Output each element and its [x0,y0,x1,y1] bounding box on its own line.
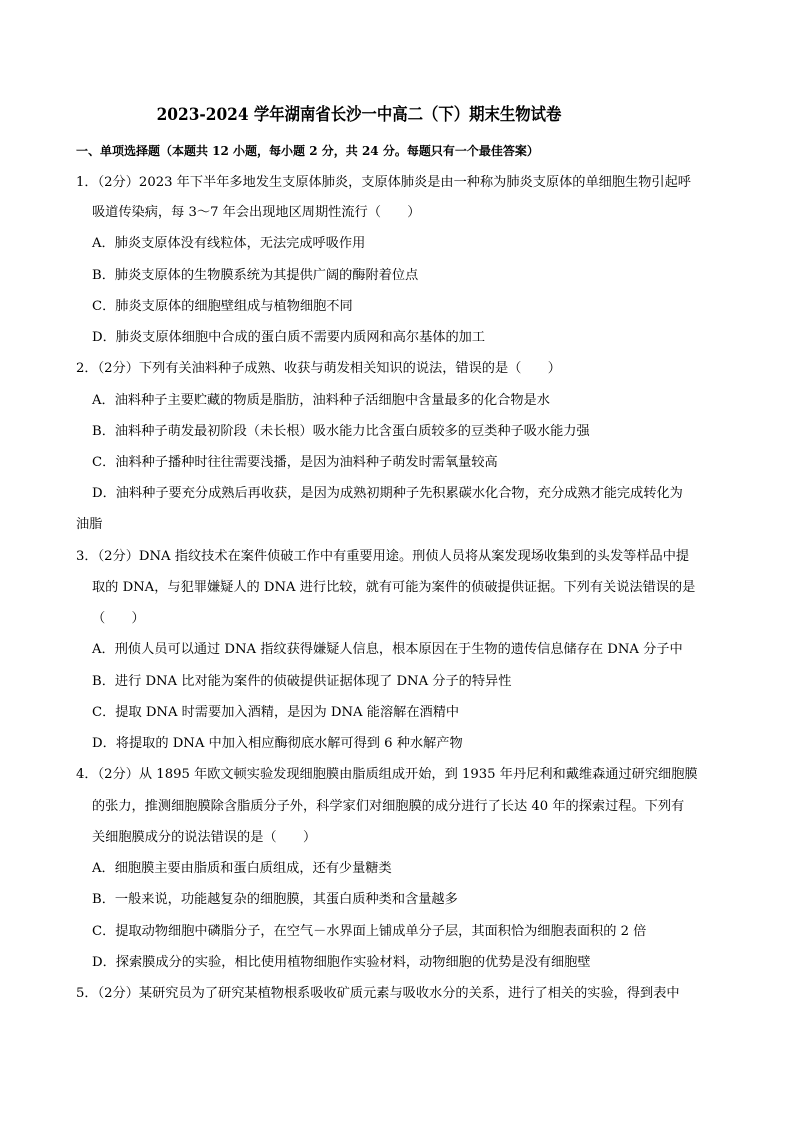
question-3-line-1: 3．（2分）DNA 指纹技术在案件侦破工作中有重要用途。刑侦人员将从案发现场收集到的头发等样品中提 [76,549,690,564]
question-3-option-b: B．进行 DNA 比对能为案件的侦破提供证据体现了 DNA 分子的特异性 [92,674,512,689]
question-2-option-a: A．油料种子主要贮藏的物质是脂肪，油料种子活细胞中含量最多的化合物是水 [92,393,550,408]
question-1-option-b: B．肺炎支原体的生物膜系统为其提供广阔的酶附着位点 [92,268,419,283]
question-4-line-2: 的张力，推测细胞膜除含脂质分子外，科学家们对细胞膜的成分进行了长达 40 年的探索过程。下列有 [92,799,685,814]
question-2-line-1: 2．（2分）下列有关油料种子成熟、收获与萌发相关知识的说法，错误的是（ ） [76,361,561,376]
question-4-option-c: C．提取动物细胞中磷脂分子，在空气－水界面上铺成单分子层，其面积恰为细胞表面积的 2 倍 [92,924,647,939]
question-5-line-1: 5．（2分）某研究员为了研究某植物根系吸收矿质元素与吸收水分的关系，进行了相关的实验，得到表中 [76,986,680,1001]
question-1-option-d: D．肺炎支原体细胞中合成的蛋白质不需要内质网和高尔基体的加工 [92,330,486,345]
question-1-option-c: C．肺炎支原体的细胞壁组成与植物细胞不同 [92,299,353,314]
question-4-option-d: D．探索膜成分的实验，相比使用植物细胞作实验材料，动物细胞的优势是没有细胞壁 [92,955,591,970]
section-heading: 一、单项选择题（本题共 12 小题，每小题 2 分，共 24 分。每题只有一个最佳答案） [76,144,539,158]
question-4-option-a: A．细胞膜主要由脂质和蛋白质组成，还有少量糖类 [92,861,392,876]
question-2-option-d-wrap: 油脂 [76,517,103,532]
question-2-option-d: D．油料种子要充分成熟后再收获，是因为成熟初期种子先积累碳水化合物，充分成熟才能完成转化为 [92,486,683,501]
question-2-option-c: C．油料种子播种时往往需要浅播，是因为油料种子萌发时需氧量较高 [92,455,498,470]
question-4-line-3: 关细胞膜成分的说法错误的是（ ） [92,830,317,845]
question-1-option-a: A．肺炎支原体没有线粒体，无法完成呼吸作用 [92,236,366,251]
question-4-line-1: 4．（2分）从 1895 年欧文顿实验发现细胞膜由脂质组成开始，到 1935 年丹尼利和戴维森通过研究细胞膜 [76,767,698,782]
question-3-option-a: A．刑侦人员可以通过 DNA 指纹获得嫌疑人信息，根本原因在于生物的遗传信息储存在 DNA 分子中 [92,642,683,657]
question-3-option-d: D．将提取的 DNA 中加入相应酶彻底水解可得到 6 种水解产物 [92,736,463,751]
question-1-line-1: 1．（2分）2023 年下半年多地发生支原体肺炎，支原体肺炎是由一种称为肺炎支原体的单细胞生物引起呼 [76,175,691,190]
question-4-option-b: B．一般来说，功能越复杂的细胞膜，其蛋白质种类和含量越多 [92,892,458,907]
question-3-line-2: 取的 DNA，与犯罪嫌疑人的 DNA 进行比较，就有可能为案件的侦破提供证据。下列有关说法错误的是 [92,580,696,595]
question-3-option-c: C．提取 DNA 时需要加入酒精，是因为 DNA 能溶解在酒精中 [92,705,460,720]
page-title: 2023-2024 学年湖南省长沙一中高二（下）期末生物试卷 [156,105,562,125]
question-1-line-2: 吸道传染病，每 3～7 年会出现地区周期性流行（ ） [92,205,421,220]
question-2-option-b: B．油料种子萌发最初阶段（未长根）吸水能力比含蛋白质较多的豆类种子吸水能力强 [92,424,590,439]
question-3-line-3: （ ） [92,611,145,626]
